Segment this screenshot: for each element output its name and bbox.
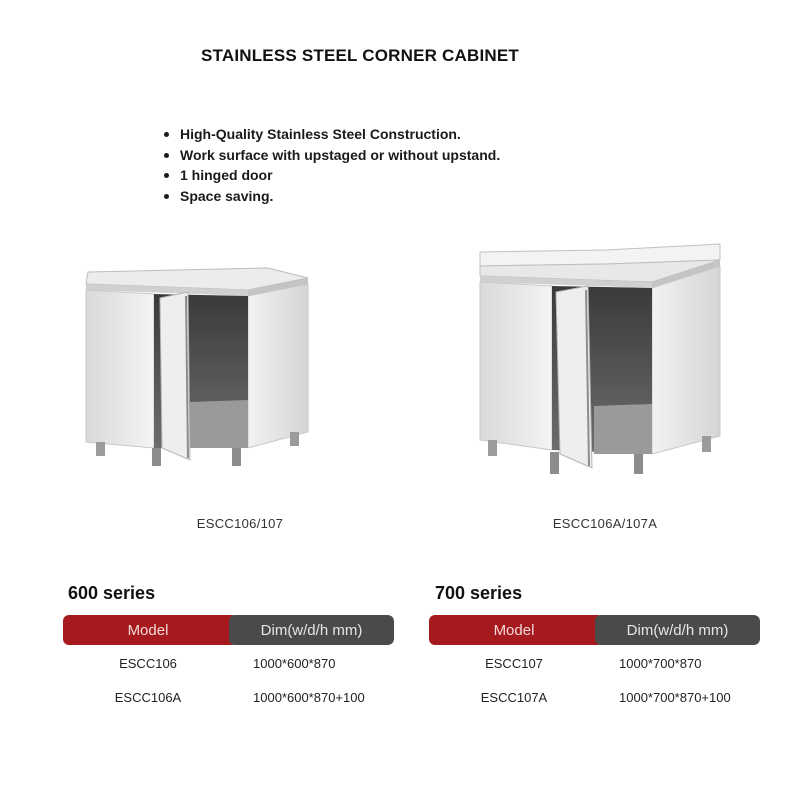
feature-item: 1 hinged door [162, 165, 500, 186]
product-caption: ESCC106/107 [196, 516, 284, 531]
feature-item: Space saving. [162, 186, 500, 207]
table-header [63, 615, 394, 645]
table-row [63, 690, 394, 708]
model-cell: ESCC107 [485, 656, 543, 671]
table-row [429, 656, 760, 674]
dim-cell: 1000*600*870+100 [253, 690, 365, 705]
dim-cell: 1000*600*870 [253, 656, 336, 671]
cabinet-image-escc106 [78, 262, 314, 474]
cabinet-image-escc106a [476, 240, 722, 480]
column-header-dim: Dim(w/d/h mm) [595, 615, 760, 645]
series-title: 600 series [68, 583, 156, 603]
dim-cell: 1000*700*870 [619, 656, 702, 671]
feature-list [162, 124, 500, 206]
page-title: STAINLESS STEEL CORNER CABINET [200, 46, 519, 65]
column-header-dim: Dim(w/d/h mm) [229, 615, 394, 645]
model-cell: ESCC107A [480, 690, 548, 705]
table-row [429, 690, 760, 708]
product-caption: ESCC106A/107A [552, 516, 658, 531]
series-title: 700 series [435, 583, 523, 603]
model-cell: ESCC106A [114, 690, 182, 705]
table-header [429, 615, 760, 645]
column-header-model: Model [63, 615, 233, 645]
feature-item: Work surface with upstaged or without upstand. [162, 145, 500, 166]
column-header-model: Model [429, 615, 599, 645]
model-cell: ESCC106 [119, 656, 177, 671]
table-row [63, 656, 394, 674]
feature-item: High-Quality Stainless Steel Construction. [162, 124, 500, 145]
dim-cell: 1000*700*870+100 [619, 690, 731, 705]
